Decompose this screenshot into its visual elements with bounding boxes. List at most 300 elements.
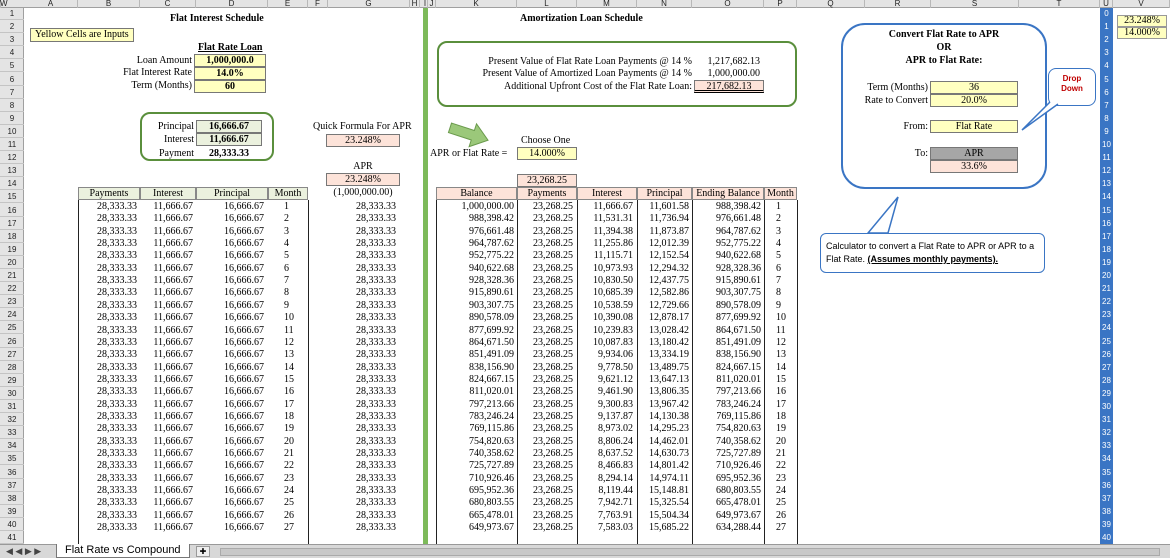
helper-index: 33: [1102, 441, 1111, 451]
flat-payment-cell: 28,333.33: [97, 324, 137, 336]
amort-principal-cell: 14,801.42: [649, 460, 689, 472]
amort-interest-cell: 10,685.39: [593, 287, 633, 299]
flat-month-cell: 27: [284, 522, 294, 534]
loan-amount-input[interactable]: 1,000,000.0: [194, 54, 266, 67]
row-header[interactable]: 29: [0, 375, 24, 387]
row-header[interactable]: 41: [0, 532, 24, 544]
amort-principal-cell: 14,130.38: [649, 410, 689, 422]
flat-cashflow-cell: 28,333.33: [356, 509, 396, 521]
flat-principal-cell: 16,666.67: [224, 497, 264, 509]
sheet-tab-flat-rate-vs-compound[interactable]: Flat Rate vs Compound: [56, 544, 190, 558]
row-header[interactable]: 1: [0, 8, 24, 20]
flat-payment-cell: 28,333.33: [97, 398, 137, 410]
flat-principal-cell: 16,666.67: [224, 201, 264, 212]
row-header[interactable]: 3: [0, 34, 24, 46]
converter-from-dropdown[interactable]: Flat Rate: [930, 120, 1018, 133]
amort-principal-cell: 12,294.32: [649, 262, 689, 274]
helper-index: 25: [1102, 336, 1111, 346]
callout-bold-text: (Assumes monthly payments).: [867, 254, 999, 264]
column-header-g[interactable]: G: [328, 0, 410, 8]
flat-cashflow-cell: 28,333.33: [356, 324, 396, 336]
helper-index: 38: [1102, 506, 1111, 516]
row-header[interactable]: 24: [0, 309, 24, 321]
column-header-f[interactable]: F: [308, 0, 328, 8]
amort-ending-cell: 783,246.24: [716, 398, 761, 410]
term-label: Term (Months): [131, 80, 192, 91]
amort-col-principal: Principal: [637, 187, 692, 200]
horizontal-scrollbar[interactable]: [220, 548, 1160, 556]
flat-interest-cell: 11,666.67: [153, 472, 193, 484]
row-header[interactable]: 15: [0, 191, 24, 203]
amort-month-cell: 20: [776, 435, 786, 447]
row-header[interactable]: 11: [0, 139, 24, 151]
column-header-n[interactable]: N: [637, 0, 692, 8]
helper-index: 27: [1102, 362, 1111, 372]
row-header[interactable]: 17: [0, 218, 24, 230]
flat-month-cell: 14: [284, 361, 294, 373]
column-header-k[interactable]: K: [436, 0, 517, 8]
amort-col-month: Month: [764, 187, 797, 200]
flat-principal-cell: 16,666.67: [224, 485, 264, 497]
row-header[interactable]: 14: [0, 178, 24, 190]
flat-month-cell: 11: [284, 324, 294, 336]
flat-payment-cell: 28,333.33: [97, 361, 137, 373]
helper-index: 26: [1102, 349, 1111, 359]
frozen-pane-divider[interactable]: [423, 8, 428, 544]
row-header[interactable]: 5: [0, 60, 24, 72]
helper-index: 30: [1102, 402, 1111, 411]
amort-ending-cell: 964,787.62: [716, 225, 761, 237]
amort-month-cell: 17: [776, 398, 786, 410]
row-header[interactable]: 8: [0, 100, 24, 112]
amort-principal-cell: 11,601.58: [649, 201, 689, 212]
amort-principal-cell: 13,180.42: [649, 336, 689, 348]
inputs-note: Yellow Cells are Inputs: [30, 28, 134, 42]
row-header[interactable]: 18: [0, 231, 24, 243]
amort-balance-cell: 851,491.09: [469, 349, 514, 361]
flat-month-cell: 6: [284, 262, 289, 274]
flat-cashflow-cell: 28,333.33: [356, 213, 396, 225]
amort-balance-cell: 903,307.75: [469, 299, 514, 311]
row-header[interactable]: 19: [0, 244, 24, 256]
column-header-p[interactable]: P: [764, 0, 797, 8]
amort-ending-cell: 740,358.62: [716, 435, 761, 447]
column-header-m[interactable]: M: [577, 0, 637, 8]
new-sheet-icon[interactable]: ✚: [196, 546, 210, 557]
helper-index: 31: [1102, 415, 1111, 425]
converter-term-input[interactable]: 36: [930, 81, 1018, 94]
amort-month-cell: 11: [776, 324, 786, 336]
column-header-i[interactable]: I: [423, 0, 427, 8]
amort-payment-cell: 23,268.25: [533, 472, 573, 484]
flat-payment-cell: 28,333.33: [97, 349, 137, 361]
converter-title-3: APR to Flat Rate:: [905, 55, 983, 66]
helper-index: 9: [1104, 126, 1109, 136]
flat-month-cell: 21: [284, 448, 294, 459]
row-header[interactable]: 31: [0, 401, 24, 413]
amort-interest-cell: 9,778.50: [598, 361, 633, 373]
flat-cashflow-cell: 28,333.33: [356, 485, 396, 497]
helper-index: 20: [1102, 271, 1111, 280]
amort-principal-cell: 11,873.87: [649, 225, 689, 237]
flat-month-cell: 9: [284, 299, 289, 311]
amort-month-cell: 24: [776, 485, 786, 497]
flat-interest-cell: 11,666.67: [153, 410, 193, 422]
amort-ending-cell: 710,926.46: [716, 460, 761, 472]
column-header-a[interactable]: A: [24, 0, 78, 8]
amort-principal-cell: 13,334.19: [649, 349, 689, 361]
upfront-value: 217,682.13: [694, 80, 764, 93]
amort-month-cell: 6: [776, 262, 781, 274]
amort-month-cell: 13: [776, 349, 786, 361]
row-header[interactable]: 33: [0, 427, 24, 439]
amort-balance-cell: 680,803.55: [469, 497, 514, 509]
column-header-w[interactable]: W: [0, 0, 8, 8]
converter-title-2: OR: [936, 42, 952, 53]
column-header-d[interactable]: D: [196, 0, 268, 8]
flat-principal-cell: 16,666.67: [224, 287, 264, 299]
flat-month-cell: 12: [284, 336, 294, 348]
helper-index-column: [1100, 8, 1113, 544]
amort-principal-cell: 13,967.42: [649, 398, 689, 410]
amort-balance-cell: 824,667.15: [469, 373, 514, 385]
amort-principal-cell: 14,462.01: [649, 435, 689, 447]
flat-col-interest: Interest: [140, 187, 196, 200]
flat-month-cell: 13: [284, 349, 294, 361]
amort-ending-cell: 988,398.42: [716, 201, 761, 212]
amort-ending-cell: 695,952.36: [716, 472, 761, 484]
interest-value: 11,666.67: [196, 133, 262, 146]
amort-month-cell: 18: [776, 410, 786, 422]
column-header-v[interactable]: V: [1113, 0, 1170, 8]
flat-month-cell: 20: [284, 435, 294, 447]
flat-payment-cell: 28,333.33: [97, 410, 137, 422]
column-header-s[interactable]: S: [931, 0, 1019, 8]
amort-balance-cell: 928,328.36: [469, 275, 514, 287]
flat-payment-cell: 28,333.33: [97, 522, 137, 534]
flat-month-cell: 15: [284, 373, 294, 385]
column-header-h[interactable]: H: [410, 0, 420, 8]
flat-month-cell: 4: [284, 238, 289, 250]
row-header[interactable]: 13: [0, 165, 24, 177]
flat-grid-line: [308, 200, 309, 544]
helper-index: 40: [1102, 533, 1111, 542]
flat-col-principal: Principal: [196, 187, 268, 200]
helper-index: 3: [1104, 48, 1109, 58]
flat-interest-cell: 11,666.67: [153, 373, 193, 385]
row-header[interactable]: 30: [0, 388, 24, 400]
helper-index: 15: [1102, 205, 1111, 215]
column-header-j[interactable]: J: [428, 0, 436, 8]
row-header[interactable]: 10: [0, 126, 24, 138]
flat-rate-input[interactable]: 14.0%: [194, 67, 266, 80]
amort-payment-cell: 23,268.25: [533, 349, 573, 361]
flat-cashflow-cell: 28,333.33: [356, 336, 396, 348]
amort-payment-cell: 23,268.25: [533, 312, 573, 324]
flat-principal-cell: 16,666.67: [224, 398, 264, 410]
row-header[interactable]: 2: [0, 21, 24, 33]
helper-index: 37: [1102, 493, 1111, 503]
flat-interest-cell: 11,666.67: [153, 312, 193, 324]
flat-month-cell: 16: [284, 386, 294, 398]
flat-interest-cell: 11,666.67: [153, 386, 193, 398]
flat-principal-cell: 16,666.67: [224, 312, 264, 324]
apr-or-flat-label: APR or Flat Rate =: [430, 148, 508, 159]
callout-tail-icon: [862, 195, 902, 235]
amort-interest-cell: 7,942.71: [598, 497, 633, 509]
helper-index: 8: [1104, 113, 1109, 123]
helper-index: 21: [1102, 284, 1111, 294]
amort-interest-cell: 10,538.59: [593, 299, 633, 311]
column-header-b[interactable]: B: [78, 0, 140, 8]
row-header[interactable]: 9: [0, 113, 24, 125]
flat-col-payments: Payments: [78, 187, 140, 200]
pv-amort-label: Present Value of Amortized Loan Payments @ 14 %: [482, 68, 692, 79]
column-header-o[interactable]: O: [692, 0, 764, 8]
flat-cashflow-cell: 28,333.33: [356, 373, 396, 385]
flat-cashflow-cell: 28,333.33: [356, 472, 396, 484]
amort-interest-cell: 8,637.52: [598, 448, 633, 459]
flat-month-cell: 10: [284, 312, 294, 324]
amort-balance-cell: 769,115.86: [469, 423, 514, 435]
amort-payment-cell: 23,268.25: [533, 201, 573, 212]
payment-value: 28,333.33: [209, 148, 249, 159]
helper-index: 12: [1102, 166, 1111, 176]
amort-ending-cell: 665,478.01: [716, 497, 761, 509]
flat-principal-cell: 16,666.67: [224, 448, 264, 459]
row-header[interactable]: 16: [0, 205, 24, 217]
column-header-l[interactable]: L: [517, 0, 577, 8]
amort-ending-cell: 754,820.63: [716, 423, 761, 435]
flat-col-month: Month: [268, 187, 308, 200]
row-header[interactable]: 38: [0, 493, 24, 505]
amort-interest-cell: 11,255.86: [593, 238, 633, 250]
amort-balance-cell: 783,246.24: [469, 410, 514, 422]
flat-cashflow-cell: 28,333.33: [356, 287, 396, 299]
amort-month-cell: 25: [776, 497, 786, 509]
helper-index: 0: [1104, 9, 1109, 18]
row-header[interactable]: 21: [0, 270, 24, 282]
flat-cashflow-cell: 28,333.33: [356, 361, 396, 373]
amort-payment-cell: 23,268.25: [533, 225, 573, 237]
flat-payment-cell: 28,333.33: [97, 213, 137, 225]
flat-interest-cell: 11,666.67: [153, 275, 193, 287]
amort-ending-cell: 769,115.86: [716, 410, 761, 422]
amort-payment-cell: 23,268.25: [533, 373, 573, 385]
pv-amort-value: 1,000,000.00: [694, 68, 760, 81]
flat-cashflow-cell: 28,333.33: [356, 460, 396, 472]
helper-index: 13: [1102, 179, 1111, 189]
flat-cashflow-cell: 28,333.33: [356, 275, 396, 287]
amort-month-cell: 16: [776, 386, 786, 398]
converter-from-label: From:: [903, 121, 928, 132]
helper-index: 17: [1102, 231, 1111, 241]
flat-month-cell: 25: [284, 497, 294, 509]
flat-principal-cell: 16,666.67: [224, 386, 264, 398]
flat-interest-cell: 11,666.67: [153, 250, 193, 262]
helper-index: 23: [1102, 310, 1111, 320]
calculator-callout-text: [826, 240, 1042, 266]
term-input[interactable]: 60: [194, 80, 266, 93]
helper-cell-w1: 23.248%: [1117, 15, 1167, 27]
flat-payment-cell: 28,333.33: [97, 201, 137, 212]
amort-balance-cell: 976,661.48: [469, 225, 514, 237]
flat-payment-cell: 28,333.33: [97, 485, 137, 497]
tab-nav-arrows-icon[interactable]: ◀ ◀ ▶ ▶: [6, 546, 42, 556]
amort-payment-cell: 23,268.25: [533, 485, 573, 497]
flat-principal-cell: 16,666.67: [224, 349, 264, 361]
amort-balance-cell: 649,973.67: [469, 522, 514, 534]
amort-month-cell: 12: [776, 336, 786, 348]
amort-balance-cell: 940,622.68: [469, 262, 514, 274]
flat-interest-cell: 11,666.67: [153, 398, 193, 410]
upfront-label: Additional Upfront Cost of the Flat Rate Loan:: [503, 81, 692, 92]
flat-cashflow-cell: 28,333.33: [356, 250, 396, 262]
flat-interest-cell: 11,666.67: [153, 262, 193, 274]
helper-index: 1: [1104, 22, 1109, 32]
amort-balance-cell: 695,952.36: [469, 485, 514, 497]
amort-month-cell: 5: [776, 250, 781, 262]
row-header[interactable]: 39: [0, 506, 24, 518]
flat-payment-cell: 28,333.33: [97, 386, 137, 398]
flat-interest-cell: 11,666.67: [153, 213, 193, 225]
amort-balance-cell: 864,671.50: [469, 336, 514, 348]
amort-principal-cell: 14,974.11: [649, 472, 689, 484]
principal-label: Principal: [157, 121, 194, 132]
amort-month-cell: 26: [776, 509, 786, 521]
apr-or-flat-input[interactable]: 14.000%: [517, 147, 577, 160]
amort-ending-cell: 797,213.66: [716, 386, 761, 398]
flat-month-cell: 7: [284, 275, 289, 287]
row-header[interactable]: 12: [0, 152, 24, 164]
apr-initial-cashflow: (1,000,000.00): [333, 187, 393, 198]
amort-interest-cell: 11,666.67: [593, 201, 633, 212]
amort-month-cell: 9: [776, 299, 781, 311]
flat-cashflow-cell: 28,333.33: [356, 497, 396, 509]
flat-interest-cell: 11,666.67: [153, 361, 193, 373]
amort-payment-top: 23,268.25: [517, 174, 577, 187]
amort-interest-cell: 10,390.08: [593, 312, 633, 324]
column-header-e[interactable]: E: [268, 0, 308, 8]
flat-cashflow-cell: 28,333.33: [356, 398, 396, 410]
flat-principal-cell: 16,666.67: [224, 238, 264, 250]
flat-interest-cell: 11,666.67: [153, 435, 193, 447]
amort-balance-cell: 964,787.62: [469, 238, 514, 250]
row-header[interactable]: 40: [0, 519, 24, 531]
amort-ending-cell: 976,661.48: [716, 213, 761, 225]
flat-schedule-title: Flat Interest Schedule: [170, 13, 264, 24]
helper-index: 35: [1102, 467, 1111, 477]
column-header-t[interactable]: T: [1019, 0, 1100, 8]
column-header-q[interactable]: Q: [797, 0, 865, 8]
row-header[interactable]: 36: [0, 467, 24, 479]
row-header[interactable]: 25: [0, 322, 24, 334]
row-header[interactable]: 28: [0, 362, 24, 374]
apr-label: APR: [353, 161, 373, 172]
amort-ending-cell: 864,671.50: [716, 324, 761, 336]
amort-ending-cell: 877,699.92: [716, 312, 761, 324]
flat-cashflow-cell: 28,333.33: [356, 386, 396, 398]
row-header[interactable]: 32: [0, 414, 24, 426]
loan-amount-label: Loan Amount: [136, 55, 192, 66]
row-header[interactable]: 7: [0, 87, 24, 99]
amort-payment-cell: 23,268.25: [533, 448, 573, 459]
flat-principal-cell: 16,666.67: [224, 410, 264, 422]
flat-principal-cell: 16,666.67: [224, 213, 264, 225]
flat-cashflow-cell: 28,333.33: [356, 410, 396, 422]
helper-index: 16: [1102, 218, 1111, 228]
row-header[interactable]: 37: [0, 480, 24, 492]
converter-term-label: Term (Months): [867, 82, 928, 93]
helper-index: 32: [1102, 428, 1111, 438]
flat-principal-cell: 16,666.67: [224, 423, 264, 435]
flat-interest-cell: 11,666.67: [153, 324, 193, 336]
row-header[interactable]: 27: [0, 349, 24, 361]
amort-payment-cell: 23,268.25: [533, 460, 573, 472]
amort-ending-cell: 915,890.61: [716, 275, 761, 287]
flat-interest-cell: 11,666.67: [153, 522, 193, 534]
amort-ending-cell: 811,020.01: [716, 373, 761, 385]
flat-cashflow-cell: 28,333.33: [356, 299, 396, 311]
converter-to-value: APR: [930, 147, 1018, 160]
flat-payment-cell: 28,333.33: [97, 497, 137, 509]
amort-ending-cell: 824,667.15: [716, 361, 761, 373]
column-header-c[interactable]: C: [140, 0, 196, 8]
amort-ending-cell: 838,156.90: [716, 349, 761, 361]
amort-schedule-title: Amortization Loan Schedule: [520, 13, 643, 24]
amort-month-cell: 21: [776, 448, 786, 459]
amort-ending-cell: 940,622.68: [716, 250, 761, 262]
amort-payment-cell: 23,268.25: [533, 299, 573, 311]
amort-balance-cell: 725,727.89: [469, 460, 514, 472]
flat-cashflow-cell: 28,333.33: [356, 312, 396, 324]
amort-month-cell: 10: [776, 312, 786, 324]
column-header-u[interactable]: U: [1100, 0, 1113, 8]
row-header[interactable]: 26: [0, 336, 24, 348]
row-header[interactable]: 23: [0, 296, 24, 308]
converter-rate-input[interactable]: 20.0%: [930, 94, 1018, 107]
amort-balance-cell: 890,578.09: [469, 312, 514, 324]
flat-interest-cell: 11,666.67: [153, 336, 193, 348]
flat-cashflow-cell: 28,333.33: [356, 238, 396, 250]
flat-principal-cell: 16,666.67: [224, 225, 264, 237]
amort-payment-cell: 23,268.25: [533, 238, 573, 250]
flat-principal-cell: 16,666.67: [224, 435, 264, 447]
row-header[interactable]: 34: [0, 440, 24, 452]
amort-payment-cell: 23,268.25: [533, 398, 573, 410]
row-header[interactable]: 4: [0, 47, 24, 59]
amort-month-cell: 22: [776, 460, 786, 472]
amort-interest-cell: 9,300.83: [598, 398, 633, 410]
amort-principal-cell: 15,148.81: [649, 485, 689, 497]
amort-month-cell: 23: [776, 472, 786, 484]
flat-payment-cell: 28,333.33: [97, 275, 137, 287]
amort-grid-line: [797, 200, 798, 544]
flat-interest-cell: 11,666.67: [153, 497, 193, 509]
column-header-r[interactable]: R: [865, 0, 931, 8]
flat-payment-cell: 28,333.33: [97, 448, 137, 459]
flat-payment-cell: 28,333.33: [97, 509, 137, 521]
amort-ending-cell: 952,775.22: [716, 238, 761, 250]
row-header[interactable]: 20: [0, 257, 24, 269]
row-header-bar: [0, 8, 24, 544]
amort-principal-cell: 14,630.73: [649, 448, 689, 459]
flat-cashflow-cell: 28,333.33: [356, 522, 396, 534]
row-header[interactable]: 22: [0, 283, 24, 295]
flat-payment-cell: 28,333.33: [97, 336, 137, 348]
row-header[interactable]: 6: [0, 74, 24, 86]
row-header[interactable]: 35: [0, 453, 24, 465]
